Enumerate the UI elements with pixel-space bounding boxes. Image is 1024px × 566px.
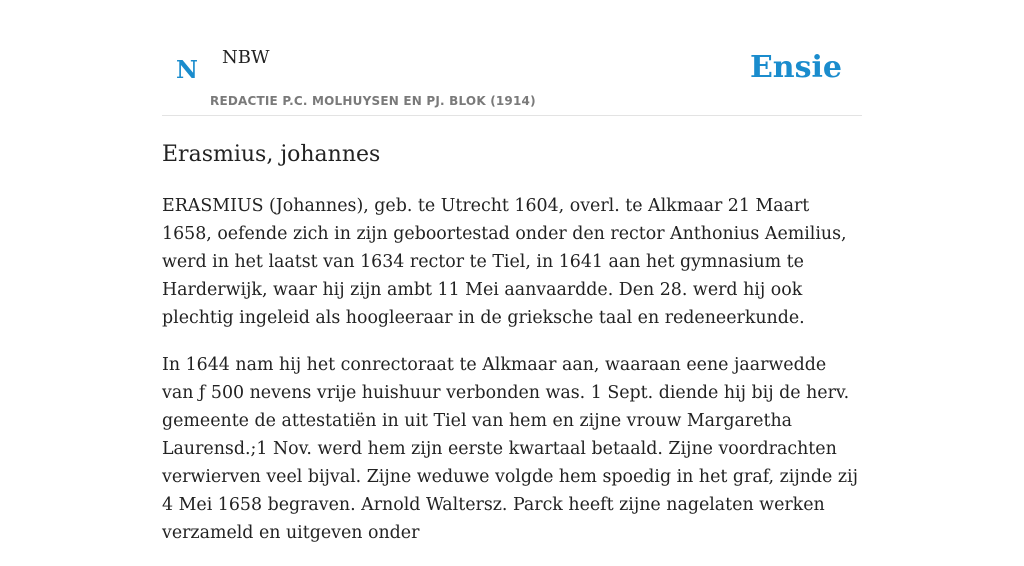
header [162,0,862,116]
source-name[interactable]: NBW [222,47,270,68]
source-subtitle: REDACTIE P.C. MOLHUYSEN EN PJ. BLOK (1914) [210,94,536,108]
article-paragraph: ERASMIUS (Johannes), geb. te Utrecht 1604, overl. te Alkmaar 21 Maart 1658, oefende zich in zijn geboortestad onder den rector Anthonius Aemilius, werd in het laatst van 1634 rector te Tiel, in 1641 aan het gymnasium te Harderwijk, waar hij zijn ambt 11 Mei aanvaardde. Den 28. werd hij ook plechtig ingeleid als hoogleeraar in de grieksche taal en redeneerkunde. [162,196,847,328]
article-title: Erasmius, johannes [162,142,381,167]
article-paragraph: In 1644 nam hij het conrectoraat te Alkmaar aan, waaraan eene jaarwedde van ƒ 500 nevens vrije huishuur verbonden was. 1 Sept. diende hij bij de herv. gemeente de attestatiën in uit Tiel van hem en zijne vrouw Margaretha Laurensd.;1 Nov. werd hem zijn eerste kwartaal betaald. Zijne voordrachten verwierven veel bijval. Zijne weduwe volgde hem spoedig in het graf, zijnde zij 4 Mei 1658 begraven. Arnold Waltersz. Parck heeft zijne nagelaten werken verzameld en uitgeven onder [162,355,858,543]
ensie-logo-link[interactable]: Ensie [749,50,842,85]
page [162,0,862,543]
article-body [162,192,862,566]
source-logo[interactable]: N [176,55,198,84]
